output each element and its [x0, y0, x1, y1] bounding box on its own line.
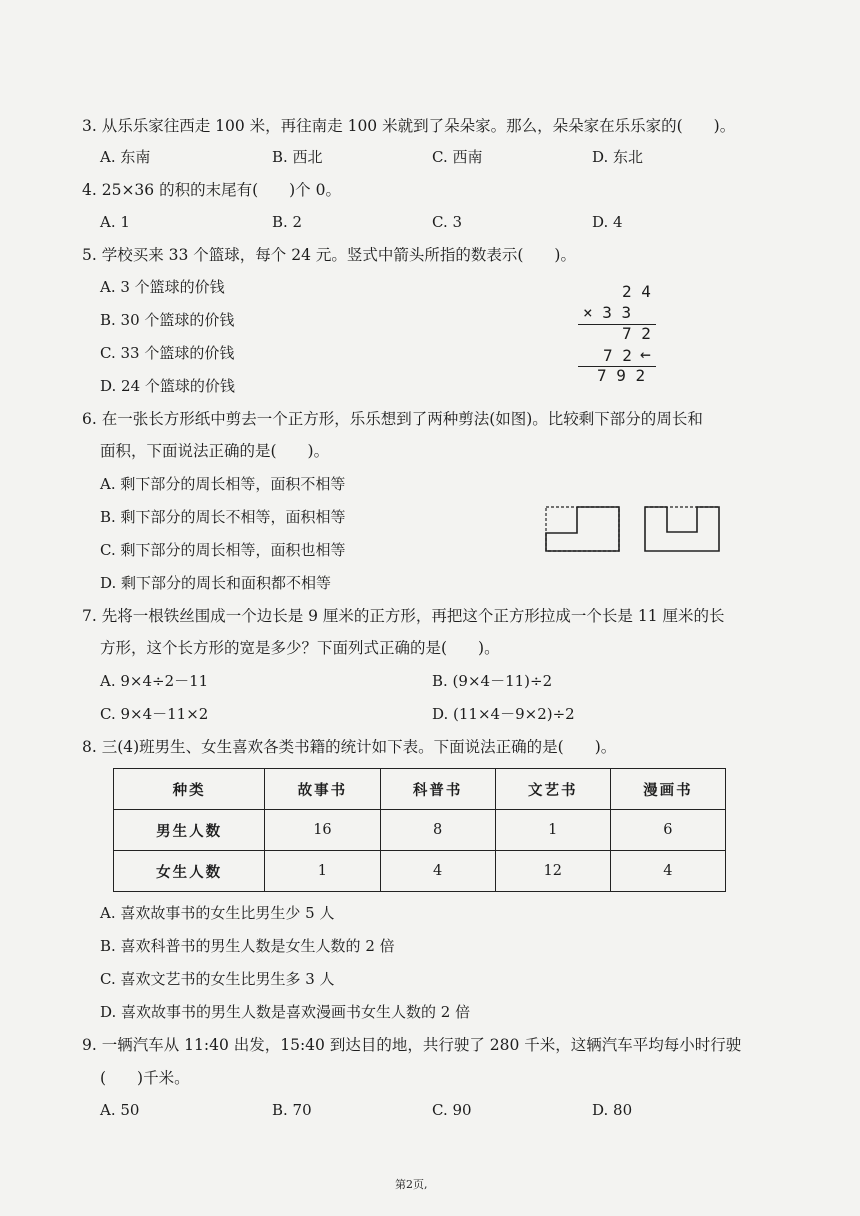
question-6-stem-line1: 6. 在一张长方形纸中剪去一个正方形，乐乐想到了两种剪法(如图)。比较剩下部分的周长和 [82, 410, 703, 428]
q9-option-c: C. 90 [432, 1101, 472, 1119]
table-row [114, 810, 726, 851]
q5-option-d: D. 24 个篮球的价钱 [100, 377, 235, 395]
q4-option-b: B. 2 [272, 213, 303, 231]
q8-option-b: B. 喜欢科普书的男生人数是女生人数的 2 倍 [100, 937, 395, 955]
q7-option-c: C. 9×4－11×2 [100, 705, 209, 723]
table-row [114, 851, 726, 892]
table-row-label: 男生人数 [114, 810, 265, 851]
q3-option-c: C. 西南 [432, 148, 483, 166]
vm-multiplicand: 2 4 [622, 282, 651, 301]
q6-option-c: C. 剩下部分的周长相等，面积也相等 [100, 541, 346, 559]
table-cell: 4 [380, 851, 495, 892]
table-header: 文艺书 [495, 769, 610, 810]
q6-option-d: D. 剩下部分的周长和面积都不相等 [100, 574, 332, 592]
q8-option-a: A. 喜欢故事书的女生比男生少 5 人 [100, 904, 335, 922]
table-cell: 4 [610, 851, 725, 892]
cutting-figures [540, 502, 726, 556]
question-9-stem-line2: ( )千米。 [100, 1069, 190, 1087]
q7-option-b: B. (9×4－11)÷2 [432, 672, 553, 690]
table-cell: 12 [495, 851, 610, 892]
table-header: 故事书 [265, 769, 380, 810]
q9-option-d: D. 80 [592, 1101, 633, 1119]
q7-option-a: A. 9×4÷2－11 [100, 672, 209, 690]
question-8-stem: 8. 三(4)班男生、女生喜欢各类书籍的统计如下表。下面说法正确的是( )。 [82, 738, 617, 756]
vm-partial-2: 7 2 [603, 346, 632, 365]
table-cell: 1 [265, 851, 380, 892]
q9-option-a: A. 50 [100, 1101, 140, 1119]
question-6-stem-line2: 面积，下面说法正确的是( )。 [100, 442, 330, 460]
q4-option-c: C. 3 [432, 213, 463, 231]
question-9-stem-line1: 9. 一辆汽车从 11:40 出发，15:40 到达目的地，共行驶了 280 千米，这辆汽车平均每小时行驶 [82, 1036, 742, 1054]
q3-option-b: B. 西北 [272, 148, 323, 166]
q8-option-d: D. 喜欢故事书的男生人数是喜欢漫画书女生人数的 2 倍 [100, 1003, 471, 1021]
question-7-stem-line2: 方形，这个长方形的宽是多少？下面列式正确的是( )。 [100, 639, 500, 657]
q4-option-a: A. 1 [100, 213, 130, 231]
q8-option-c: C. 喜欢文艺书的女生比男生多 3 人 [100, 970, 335, 988]
table-header-row [114, 769, 726, 810]
table-header: 漫画书 [610, 769, 725, 810]
cut-figure-corner [546, 507, 619, 551]
q6-option-b: B. 剩下部分的周长不相等，面积相等 [100, 508, 346, 526]
q5-option-b: B. 30 个篮球的价钱 [100, 311, 235, 329]
table-header: 科普书 [380, 769, 495, 810]
arrow-icon: ← [640, 344, 651, 365]
table-header: 种类 [114, 769, 265, 810]
vertical-multiplication [570, 276, 680, 386]
page-number: 第2页, [395, 1178, 428, 1191]
q9-option-b: B. 70 [272, 1101, 312, 1119]
cut-figure-middle [645, 507, 719, 551]
question-7-stem-line1: 7. 先将一根铁丝围成一个边长是 9 厘米的正方形，再把这个正方形拉成一个长是 11 厘米的长 [82, 607, 725, 625]
table-cell: 16 [265, 810, 380, 851]
q5-option-c: C. 33 个篮球的价钱 [100, 344, 235, 362]
question-4-stem: 4. 25×36 的积的末尾有( )个 0。 [82, 181, 341, 199]
vm-product: 7 9 2 [597, 366, 646, 385]
q5-option-a: A. 3 个篮球的价钱 [100, 278, 225, 296]
book-preference-table [113, 768, 726, 892]
q6-option-a: A. 剩下部分的周长相等，面积不相等 [100, 475, 346, 493]
table-cell: 8 [380, 810, 495, 851]
question-3-stem: 3. 从乐乐家往西走 100 米，再往南走 100 米就到了朵朵家。那么，朵朵家在乐乐家的( )。 [82, 117, 736, 135]
table-cell: 6 [610, 810, 725, 851]
q7-option-d: D. (11×4－9×2)÷2 [432, 705, 575, 723]
q3-option-a: A. 东南 [100, 148, 151, 166]
vm-multiplier: × 3 3 [583, 303, 632, 322]
table-cell: 1 [495, 810, 610, 851]
vm-partial-1: 7 2 [622, 324, 651, 343]
q3-option-d: D. 东北 [592, 148, 644, 166]
q4-option-d: D. 4 [592, 213, 623, 231]
question-5-stem: 5. 学校买来 33 个篮球，每个 24 元。竖式中箭头所指的数表示( )。 [82, 246, 576, 264]
table-row-label: 女生人数 [114, 851, 265, 892]
